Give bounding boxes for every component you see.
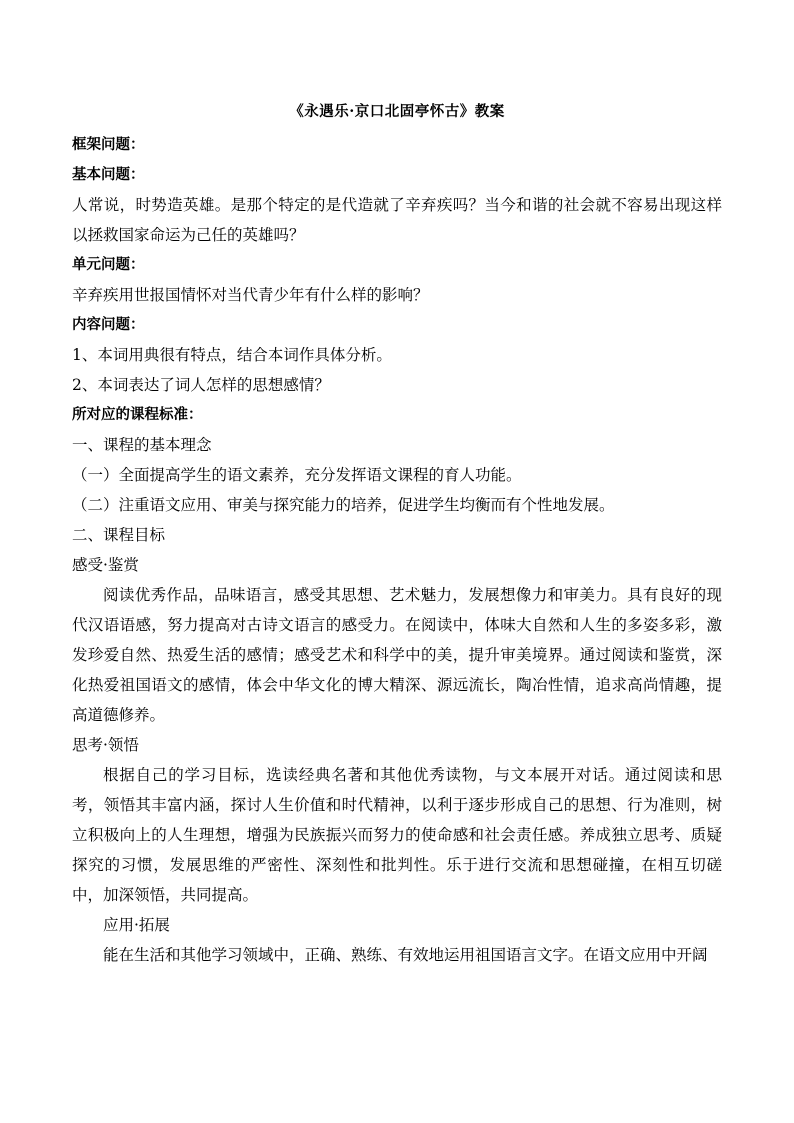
section-item: （一）全面提高学生的语文素养，充分发挥语文课程的育人功能。 — [72, 466, 522, 484]
content-question-item: 1、本词用典很有特点，结合本词作具体分析。 — [72, 346, 392, 364]
content-question-item: 2、本词表达了词人怎样的思想感情？ — [72, 376, 330, 394]
section-title: 二、课程目标 — [72, 526, 166, 544]
framework-heading: 框架问题： — [72, 136, 145, 153]
basic-question-text: 人常说，时势造英雄。是那个特定的是代造就了辛弃疾吗？当今和谐的社会就不容易出现这样以拯救国家命运为己任的英雄吗？ — [72, 196, 722, 244]
curriculum-standard-heading: 所对应的课程标准： — [72, 406, 203, 423]
goal-title: 感受·鉴赏 — [72, 556, 139, 574]
goal-title: 思考·领悟 — [72, 736, 139, 754]
goal-paragraph: 阅读优秀作品，品味语言，感受其思想、艺术魅力，发展想像力和审美力。具有良好的现代汉语语感，努力提高对古诗文语言的感受力。在阅读中，体味大自然和人生的多姿多彩，激发珍爱自然、热爱生活的感情；感受艺术和科学中的美，提升审美境界。通过阅读和鉴赏，深化热爱祖国语文的感情，体会中华文化的博大精深、源远流长，陶冶性情，追求高尚情趣，提高道德修养。 — [72, 586, 722, 724]
document-page — [72, 100, 722, 970]
section-title: 一、课程的基本理念 — [72, 436, 212, 454]
unit-question-heading: 单元问题： — [72, 256, 145, 273]
basic-question-heading: 基本问题： — [72, 166, 145, 183]
goal-paragraph: 能在生活和其他学习领域中，正确、熟练、有效地运用祖国语言文字。在语文应用中开阔 — [103, 946, 708, 964]
section-item: （二）注重语文应用、审美与探究能力的培养，促进学生均衡而有个性地发展。 — [72, 496, 615, 514]
content-question-heading: 内容问题： — [72, 316, 145, 333]
goal-title: 应用·拓展 — [103, 916, 170, 934]
unit-question-text: 辛弃疾用世报国情怀对当代青少年有什么样的影响？ — [72, 286, 429, 304]
goal-paragraph: 根据自己的学习目标，选读经典名著和其他优秀读物，与文本展开对话。通过阅读和思考，领悟其丰富内涵，探讨人生价值和时代精神，以利于逐步形成自己的思想、行为准则，树立积极向上的人生理想，增强为民族振兴而努力的使命感和社会责任感。养成独立思考、质疑探究的习惯，发展思维的严密性、深刻性和批判性。乐于进行交流和思想碰撞，在相互切磋中，加深领悟，共同提高。 — [72, 766, 722, 904]
document-title: 《永遇乐·京口北固亭怀古》教案 — [289, 103, 505, 120]
